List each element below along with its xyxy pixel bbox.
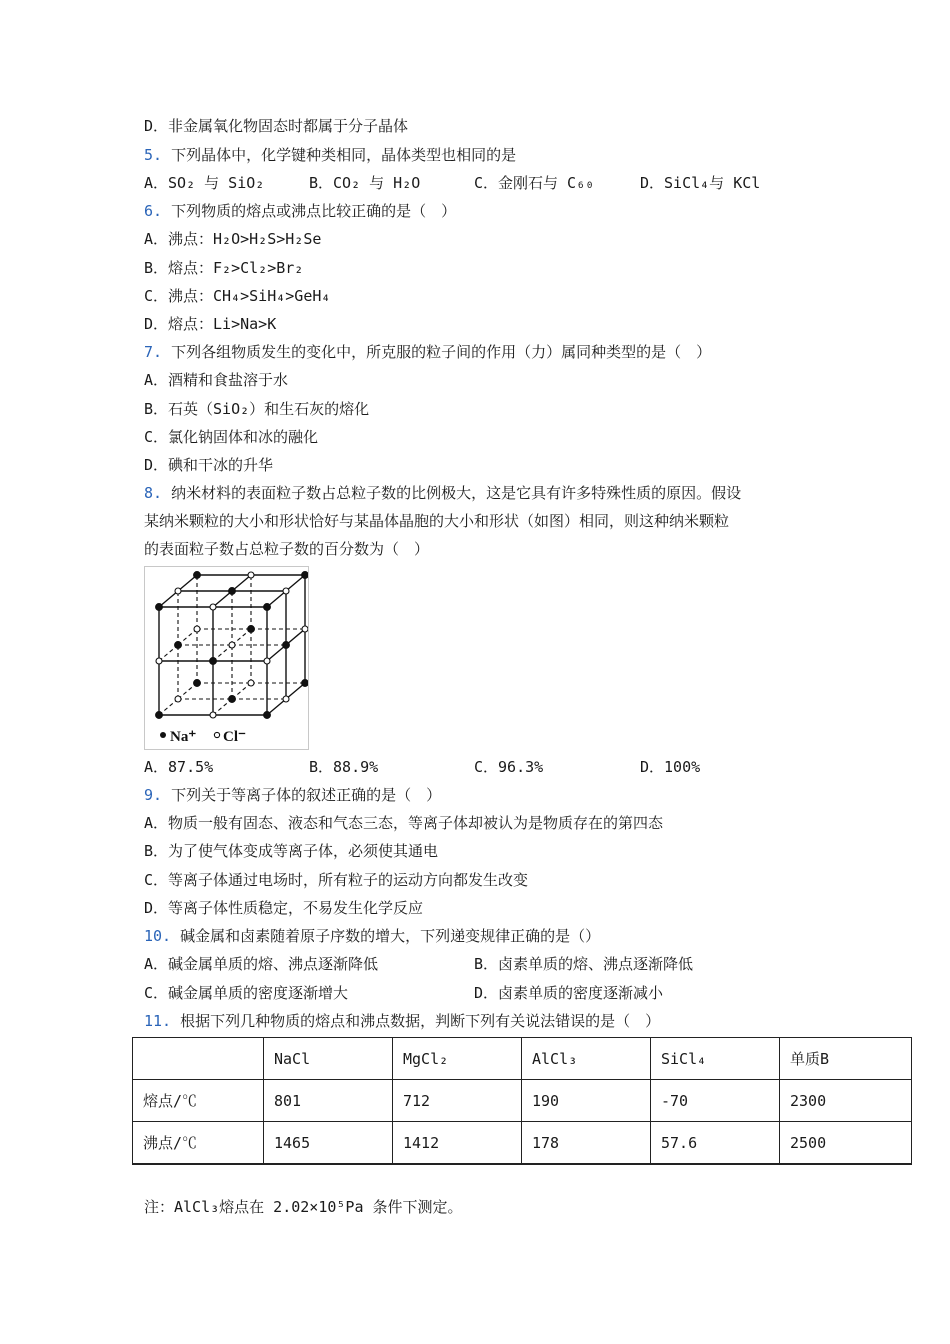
q11-stem-text: 根据下列几种物质的熔点和沸点数据，判断下列有关说法错误的是（ ） [180, 1012, 661, 1030]
table-cell: 712 [393, 1080, 522, 1122]
table-cell: 178 [522, 1122, 651, 1165]
table-header-cell: MgCl₂ [393, 1038, 522, 1080]
table-note: 注：AlCl₃熔点在 2.02×10⁵Pa 条件下测定。 [144, 1198, 463, 1216]
q7-stem-text: 下列各组物质发生的变化中，所克服的粒子间的作用（力）属同种类型的是（ ） [171, 343, 712, 361]
q9-option-d: D．等离子体性质稳定，不易发生化学反应 [144, 899, 424, 917]
cl-ion [175, 588, 181, 594]
q7-stem [144, 342, 711, 362]
cl-ion [194, 626, 200, 632]
na-ion [302, 572, 308, 579]
table-cell: 190 [522, 1080, 651, 1122]
unit-cell-svg [145, 567, 308, 749]
q8-option-d: D．100% [640, 758, 701, 776]
legend-na-label: Na⁺ [170, 729, 197, 745]
table-cell: 57.6 [651, 1122, 780, 1165]
q6-number: 6. [144, 202, 163, 220]
q8-number: 8. [144, 484, 163, 502]
q6-option-b: B．熔点：F₂>Cl₂>Br₂ [144, 259, 304, 277]
table-cell: 1465 [264, 1122, 393, 1165]
cl-ion [229, 642, 235, 648]
q4-option-d: D．非金属氧化物固态时都属于分子晶体 [144, 117, 409, 135]
melting-boiling-table [132, 1037, 912, 1165]
na-ion [194, 572, 201, 579]
na-ion [210, 658, 217, 665]
legend-na-dot [160, 732, 166, 738]
q5-stem [144, 145, 516, 165]
q11-number: 11. [144, 1012, 172, 1030]
q10-stem-text: 碱金属和卤素随着原子序数的增大，下列递变规律正确的是（） [180, 927, 601, 945]
q6-option-a: A．沸点：H₂O>H₂S>H₂Se [144, 230, 322, 248]
table-header-cell: SiCl₄ [651, 1038, 780, 1080]
table-header-cell [133, 1038, 264, 1080]
q9-stem [144, 785, 441, 805]
na-ion [283, 642, 290, 649]
legend-cl-dot [214, 732, 219, 737]
table-cell: 沸点/℃ [133, 1122, 264, 1165]
q9-stem-text: 下列关于等离子体的叙述正确的是（ ） [171, 786, 442, 804]
cl-ion [283, 588, 289, 594]
q7-option-b: B．石英（SiO₂）和生石灰的熔化 [144, 400, 370, 418]
q9-option-b: B．为了使气体变成等离子体，必须使其通电 [144, 842, 439, 860]
table-cell: 2500 [780, 1122, 912, 1165]
q7-option-c: C．氯化钠固体和冰的融化 [144, 428, 319, 446]
q5-option-a: A．SO₂ 与 SiO₂ [144, 174, 265, 192]
q5-stem-text: 下列晶体中，化学键种类相同，晶体类型也相同的是 [171, 146, 517, 164]
q10-number: 10. [144, 927, 172, 945]
table-cell: 1412 [393, 1122, 522, 1165]
q7-number: 7. [144, 343, 163, 361]
q8-option-a: A．87.5% [144, 758, 214, 776]
q5-option-b: B．CO₂ 与 H₂O [309, 174, 421, 192]
q10-option-d: D．卤素单质的密度逐渐减小 [474, 984, 664, 1002]
cl-ion [283, 696, 289, 702]
table-cell: 熔点/℃ [133, 1080, 264, 1122]
na-ion [248, 626, 255, 633]
cl-ion [156, 658, 162, 664]
q6-option-d: D．熔点：Li>Na>K [144, 315, 277, 333]
q5-option-d: D．SiCl₄与 KCl [640, 174, 761, 192]
q8-stem-line-2: 某纳米颗粒的大小和形状恰好与某晶体晶胞的大小和形状（如图）相同，则这种纳米颗粒 [144, 512, 730, 530]
q8-option-c: C．96.3% [474, 758, 544, 776]
table-cell: 2300 [780, 1080, 912, 1122]
q10-option-a: A．碱金属单质的熔、沸点逐渐降低 [144, 955, 379, 973]
table-header-cell: 单质B [780, 1038, 912, 1080]
q8-option-b: B．88.9% [309, 758, 379, 776]
cl-ion [248, 680, 254, 686]
na-ion [175, 642, 182, 649]
table-cell: 801 [264, 1080, 393, 1122]
cl-ion [248, 572, 254, 578]
na-ion [194, 680, 201, 687]
q8-stem-text-1: 纳米材料的表面粒子数占总粒子数的比例极大，这是它具有许多特殊性质的原因。假设 [171, 484, 742, 502]
table-row [133, 1080, 912, 1122]
cl-ion [175, 696, 181, 702]
na-ion [156, 604, 163, 611]
q5-number: 5. [144, 146, 163, 164]
table-header-cell: AlCl₃ [522, 1038, 651, 1080]
q11-stem [144, 1011, 660, 1031]
q10-option-b: B．卤素单质的熔、沸点逐渐降低 [474, 955, 694, 973]
q7-option-a: A．酒精和食盐溶于水 [144, 371, 289, 389]
na-ion [264, 604, 271, 611]
q7-option-d: D．碘和干冰的升华 [144, 456, 274, 474]
cl-ion [302, 626, 308, 632]
na-ion [229, 696, 236, 703]
q6-option-c: C．沸点：CH₄>SiH₄>GeH₄ [144, 287, 331, 305]
q9-option-a: A．物质一般有固态、液态和气态三态，等离子体却被认为是物质存在的第四态 [144, 814, 664, 832]
cl-ion [210, 712, 216, 718]
q9-number: 9. [144, 786, 163, 804]
cl-ion [210, 604, 216, 610]
legend-cl-label: Cl⁻ [223, 729, 246, 745]
q8-stem [144, 483, 741, 503]
q9-option-c: C．等离子体通过电场时，所有粒子的运动方向都发生改变 [144, 871, 529, 889]
na-ion [229, 588, 236, 595]
table-cell: -70 [651, 1080, 780, 1122]
q5-option-c: C．金刚石与 C₆₀ [474, 174, 595, 192]
table-header-row [133, 1038, 912, 1080]
na-ion [264, 712, 271, 719]
q10-stem [144, 926, 600, 946]
q8-stem-line-3: 的表面粒子数占总粒子数的百分数为（ ） [144, 540, 430, 558]
q10-option-c: C．碱金属单质的密度逐渐增大 [144, 984, 349, 1002]
cl-ion [264, 658, 270, 664]
na-ion [156, 712, 163, 719]
nacl-unit-cell-figure [144, 566, 309, 750]
na-ion [302, 680, 308, 687]
q6-stem [144, 201, 456, 221]
table-row [133, 1122, 912, 1165]
table-header-cell: NaCl [264, 1038, 393, 1080]
q6-stem-text: 下列物质的熔点或沸点比较正确的是（ ） [171, 202, 457, 220]
